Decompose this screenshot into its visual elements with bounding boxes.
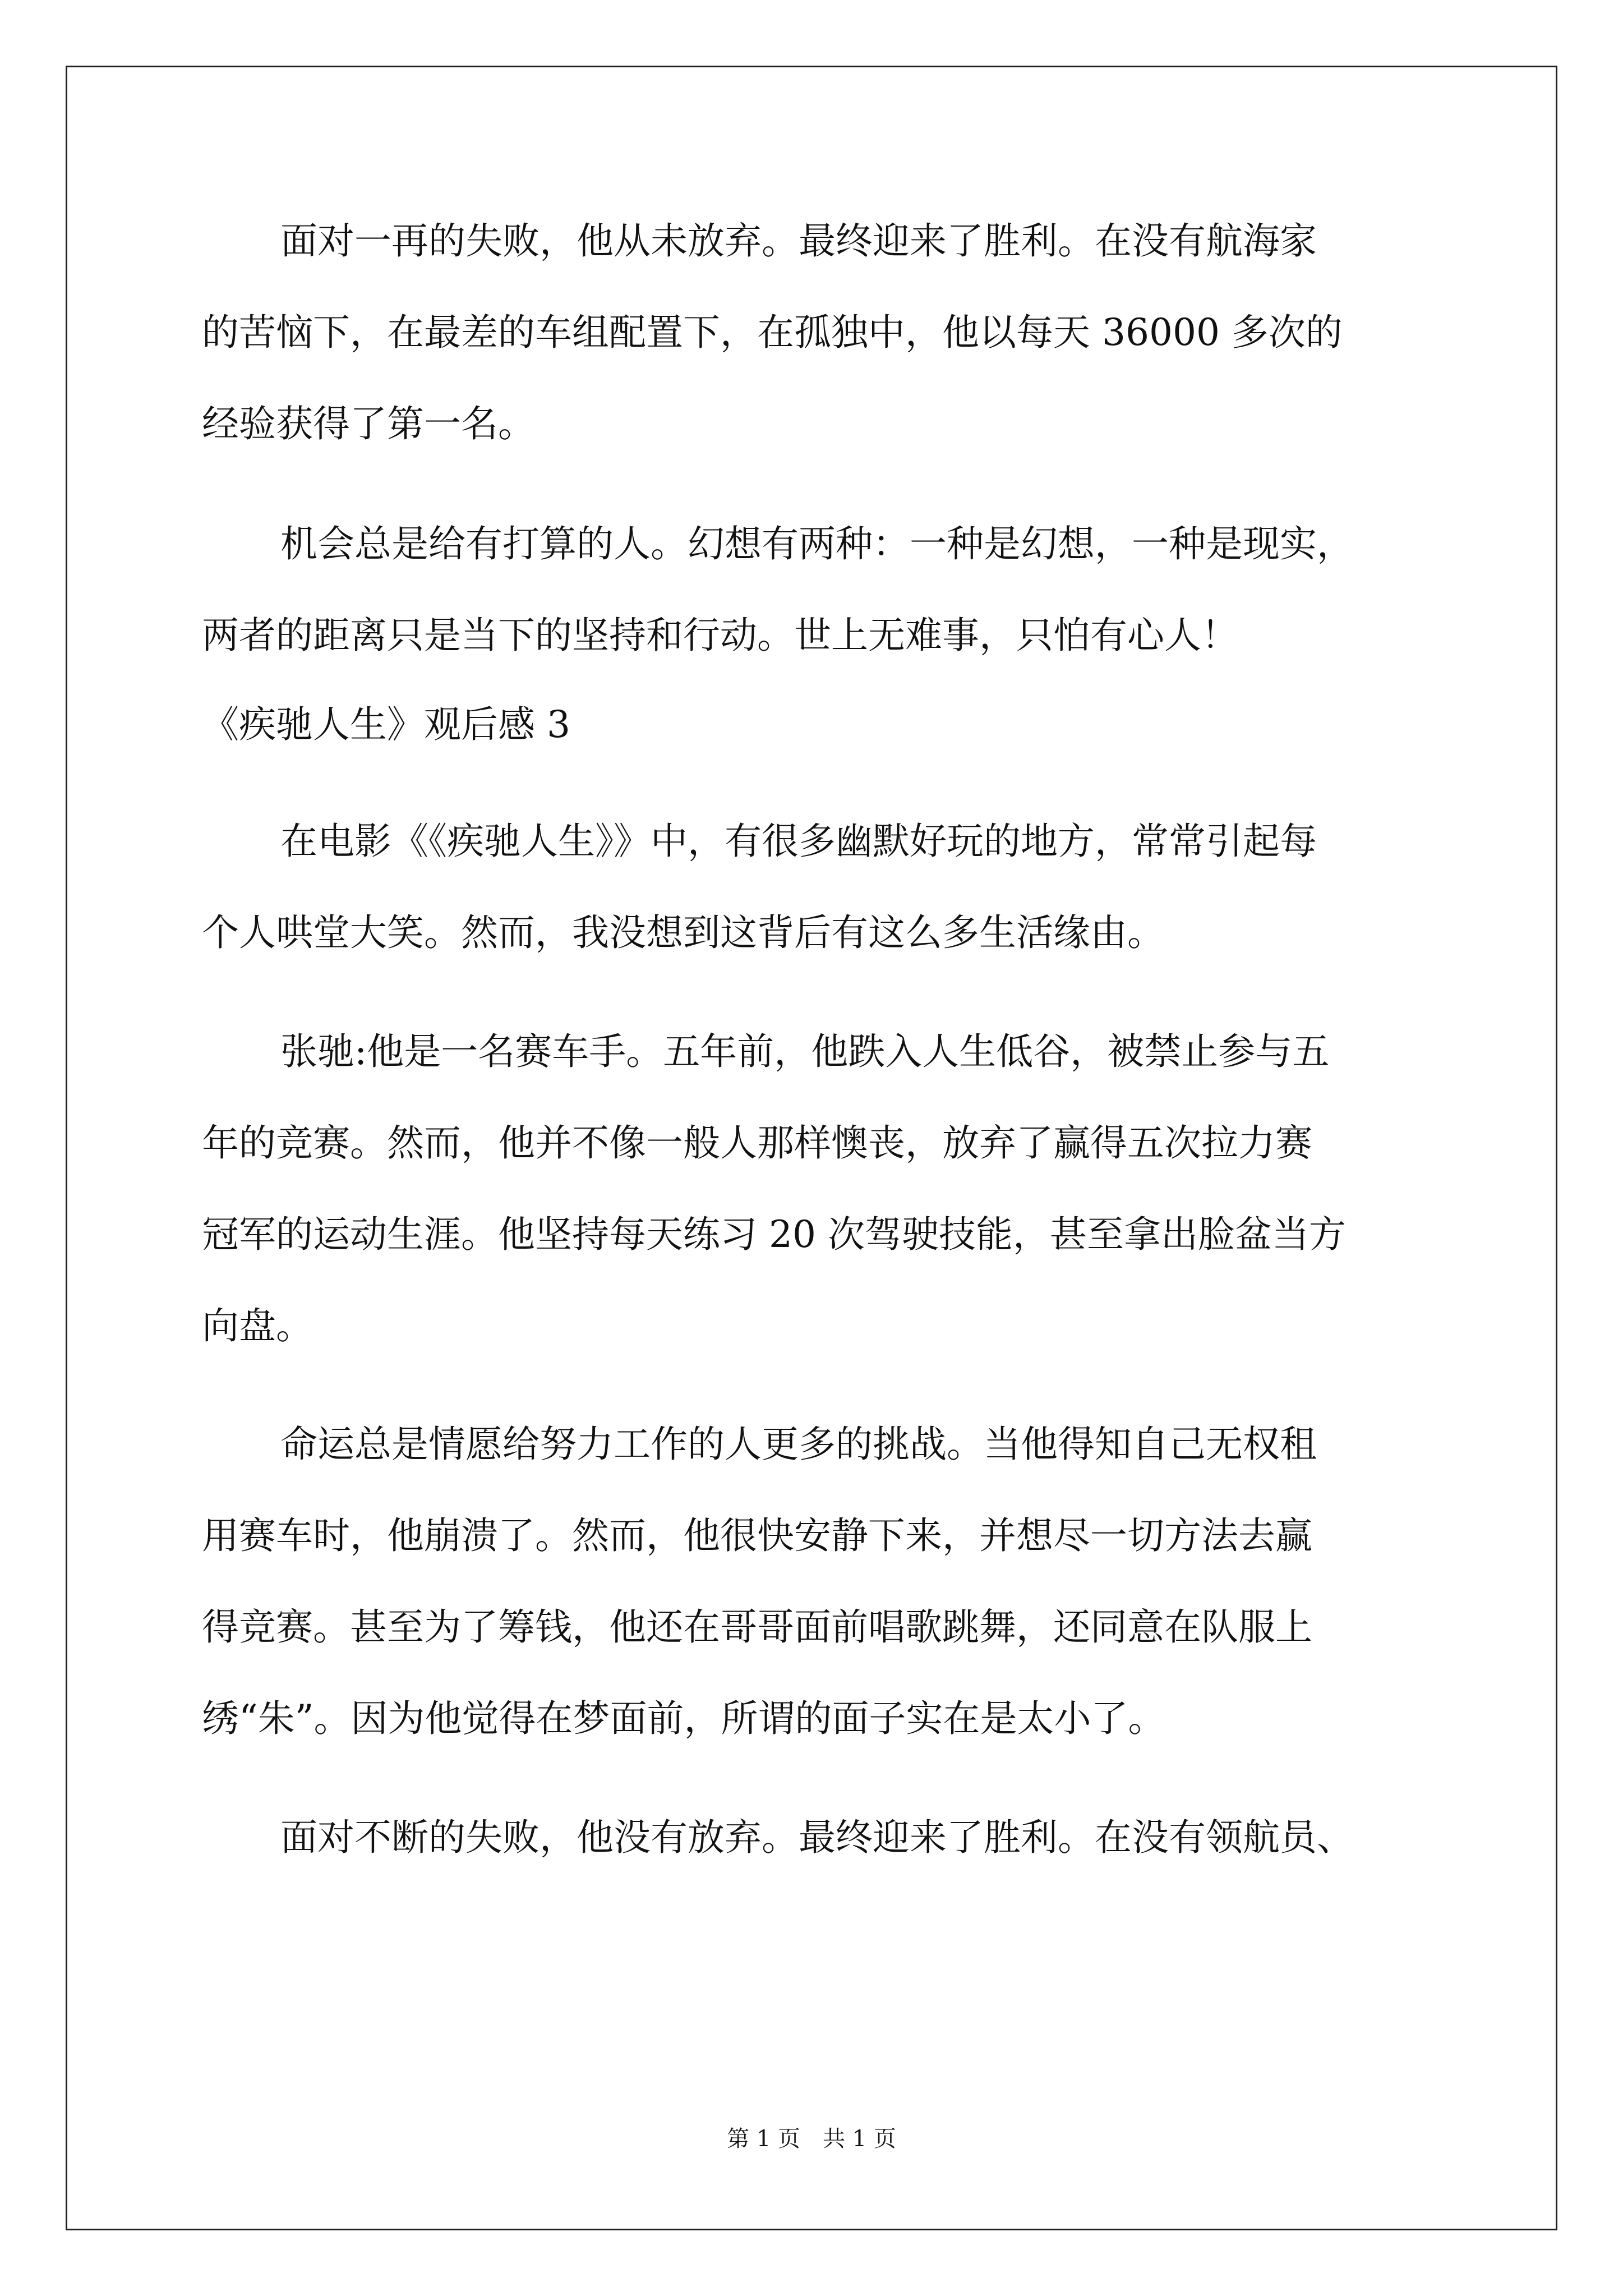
- section-heading: 《疾驰人生》观后感 3: [202, 703, 570, 746]
- paragraph-line: 在电影《《疾驰人生》》中，有很多幽默好玩的地方，常常引起每: [280, 820, 1317, 863]
- paragraph-line: 命运总是情愿给努力工作的人更多的挑战。当他得知自己无权租: [280, 1423, 1317, 1466]
- paragraph-line: 绣“朱”。因为他觉得在梦面前，所谓的面子实在是太小了。: [202, 1697, 1165, 1740]
- paragraph-line: 张驰:他是一名赛车手。五年前，他跌入人生低谷，被禁止参与五: [280, 1030, 1330, 1073]
- paragraph-line: 冠军的运动生涯。他坚持每天练习 20 次驾驶技能，甚至拿出脸盆当方: [202, 1213, 1346, 1256]
- paragraph-line: 个人哄堂大笑。然而，我没想到这背后有这么多生活缘由。: [202, 911, 1164, 954]
- paragraph-line: 面对不断的失败，他没有放弃。最终迎来了胜利。在没有领航员、: [280, 1816, 1354, 1859]
- page-number-footer: 第 1 页 共 1 页: [727, 2126, 896, 2152]
- paragraph-line: 两者的距离只是当下的坚持和行动。世上无难事，只怕有心人！: [202, 614, 1238, 657]
- paragraph-line: 年的竞赛。然而，他并不像一般人那样懊丧，放弃了赢得五次拉力赛: [202, 1121, 1312, 1165]
- paragraph-line: 面对一再的失败，他从未放弃。最终迎来了胜利。在没有航海家: [280, 219, 1317, 263]
- paragraph-line: 经验获得了第一名。: [202, 402, 535, 445]
- paragraph-line: 向盘。: [202, 1304, 313, 1347]
- paragraph-line: 的苦恼下，在最差的车组配置下，在孤独中，他以每天 36000 多次的: [202, 311, 1343, 354]
- paragraph-line: 机会总是给有打算的人。幻想有两种：一种是幻想，一种是现实，: [280, 522, 1354, 565]
- paragraph-line: 用赛车时，他崩溃了。然而，他很快安静下来，并想尽一切方法去赢: [202, 1514, 1312, 1557]
- paragraph-line: 得竞赛。甚至为了筹钱，他还在哥哥面前唱歌跳舞，还同意在队服上: [202, 1605, 1312, 1649]
